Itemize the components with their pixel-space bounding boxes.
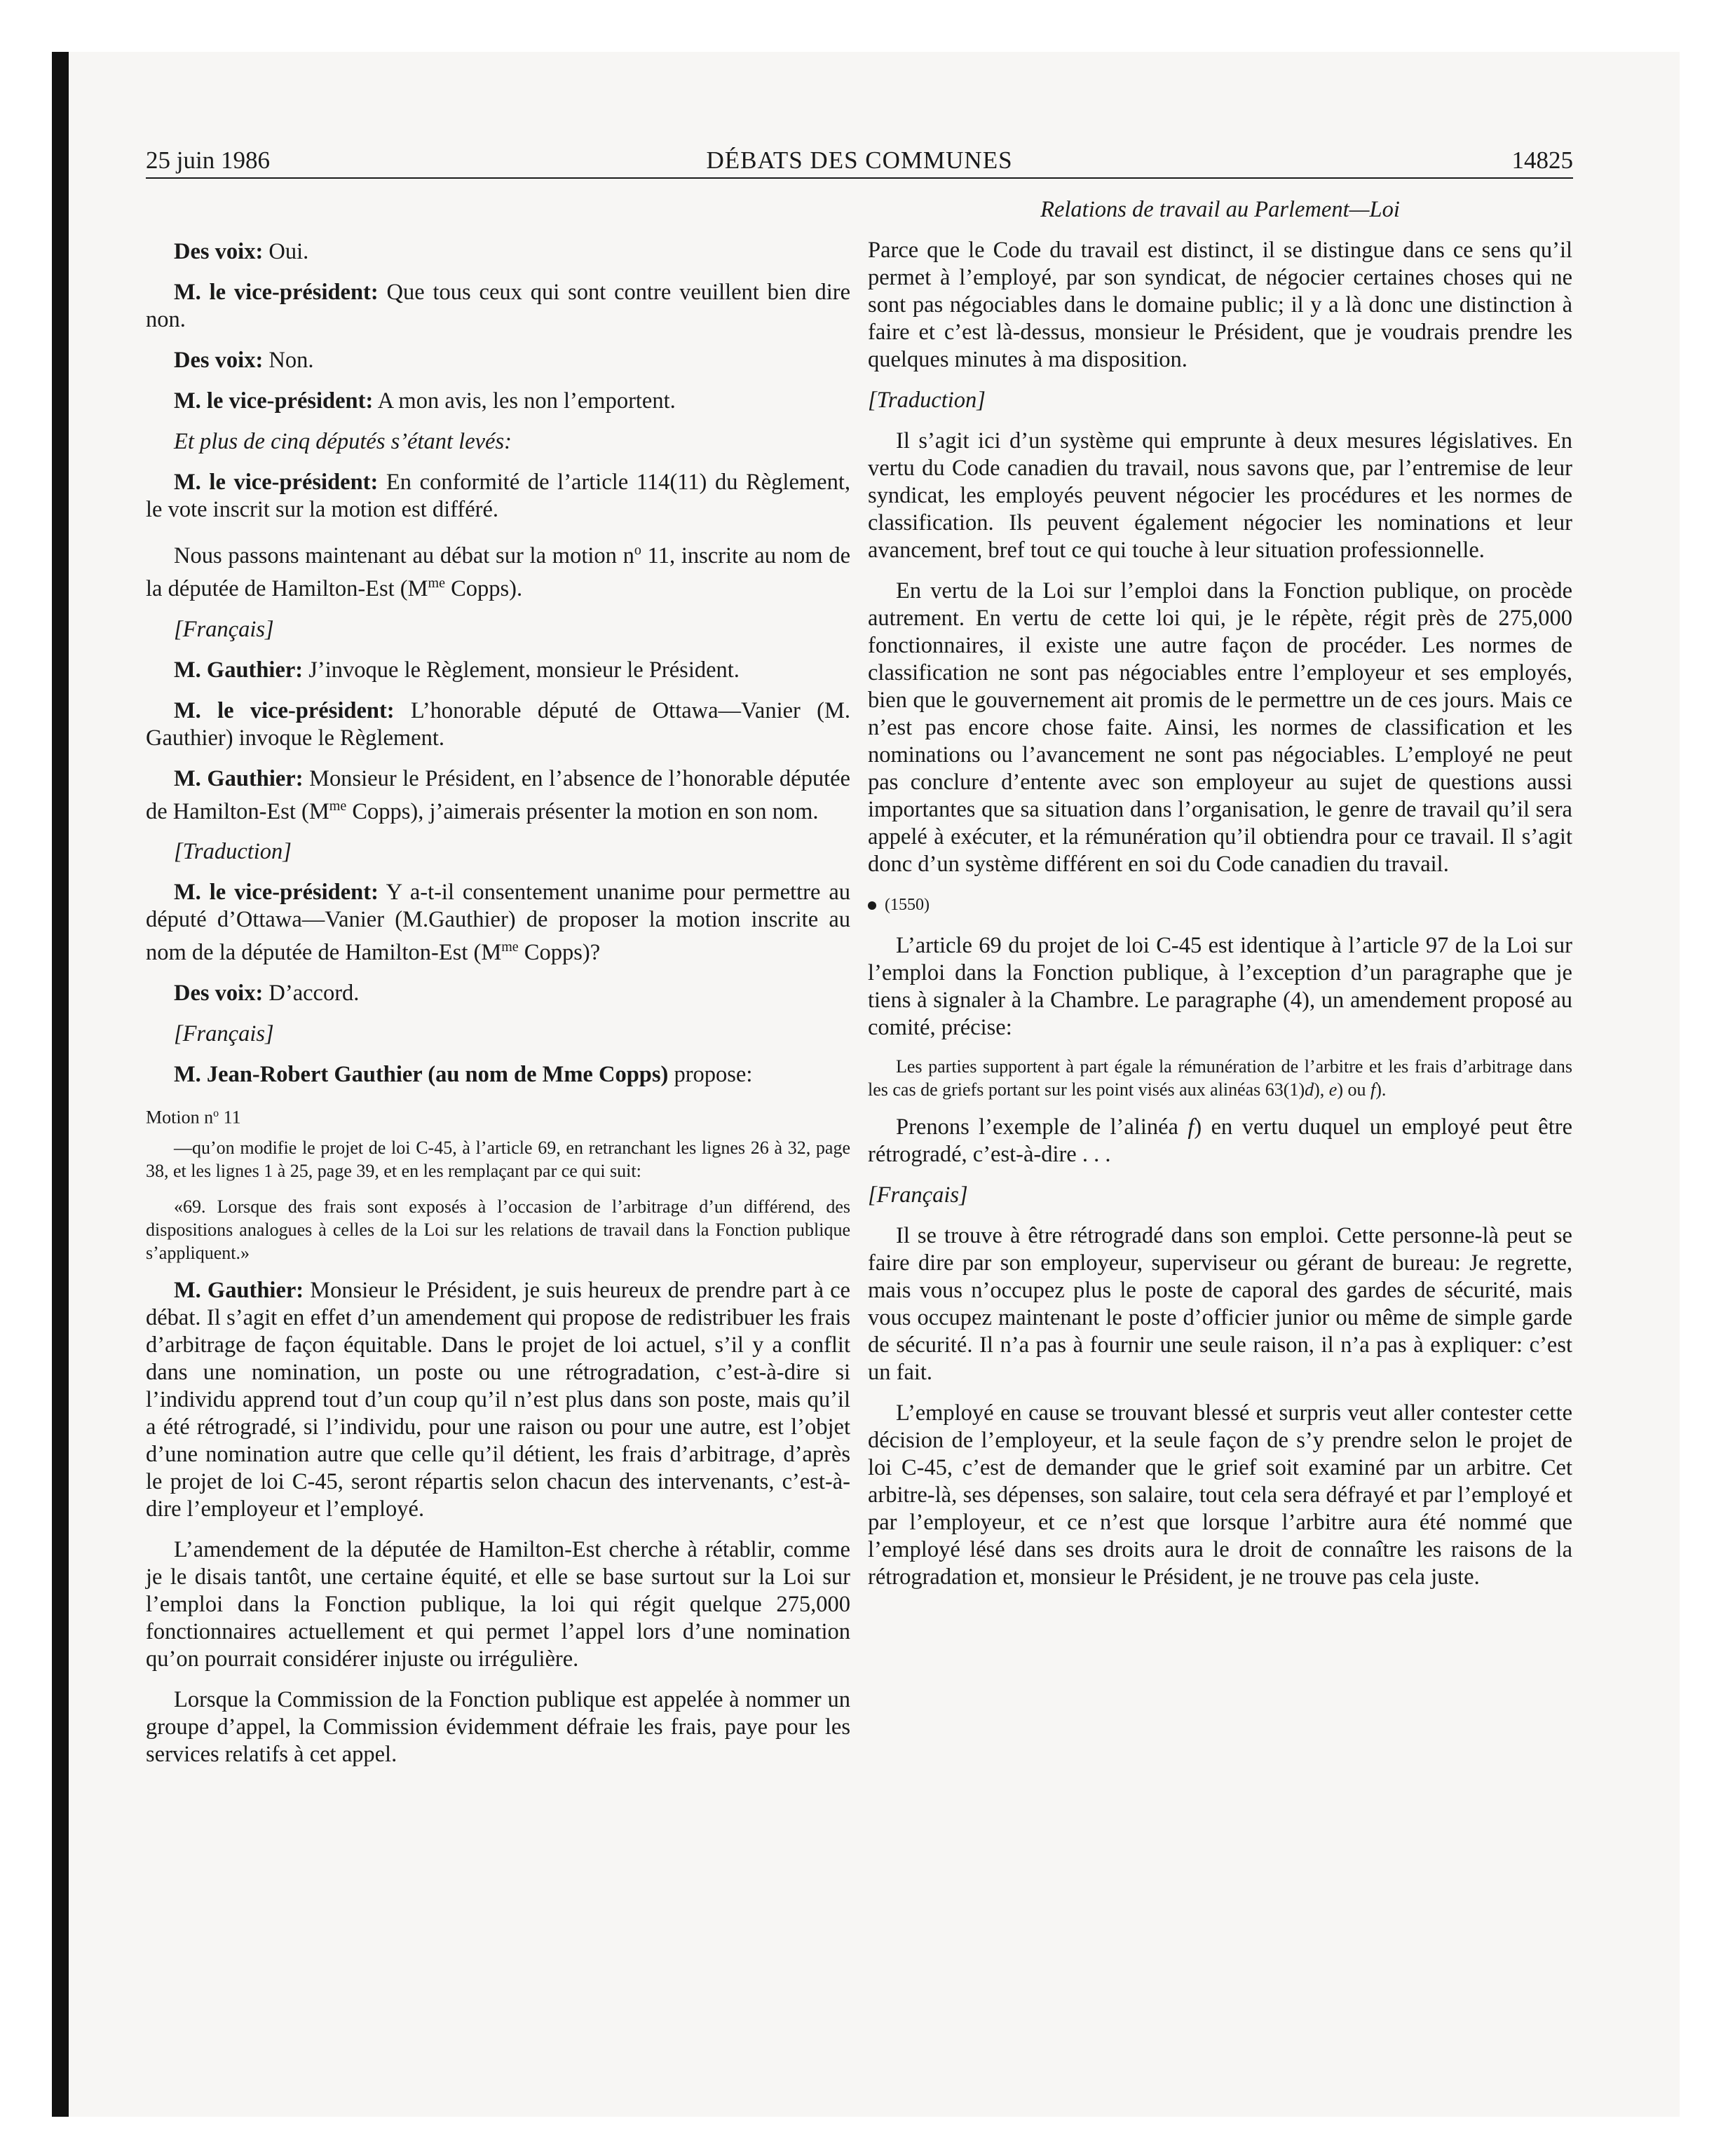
language-marker: [Traduction] — [868, 388, 986, 413]
paragraph: Des voix: Non. — [174, 348, 314, 373]
paragraph: Il se trouve à être rétrogradé dans son emploi. Cette personne-là peut se faire dire par son employeur, superviseur ou gérant de bureau: Je regrette, mais vous n’occupez plus le poste de caporal des gardes de sécurité, mais vous occupez maintenant le poste d’officier junior ou même de simple garde de sécurité. Il n’a pas à fournir une seule raison, il n’a pas à expliquer: c’est un fait. — [868, 1223, 1572, 1385]
language-marker: [Français] — [174, 1021, 274, 1047]
paragraph: Parce que le Code du travail est distinct, il se distingue dans ce sens qu’il permet à l’employé, par son syndicat, de négocier certaines choses qui ne sont pas négociables dans le domaine public; il y a là donc une distinction à faire et c’est là-dessus, monsieur le Président, que je voudrais prendre les quelques minutes à ma disposition. — [868, 238, 1572, 372]
left-column — [146, 238, 850, 1782]
paragraph: M. Jean-Robert Gauthier (au nom de Mme Copps) propose: — [174, 1062, 753, 1088]
motion-number: Motion $n^o$ 11 — [146, 1107, 241, 1128]
language-marker: [Français] — [174, 616, 274, 642]
language-marker: [Français] — [868, 1182, 968, 1208]
paragraph: Lorsque la Commission de la Fonction publique est appelée à nommer un groupe d’appel, la Commission évidemment défraie les frais, paye pour les services relatifs à cet appel. — [146, 1686, 850, 1767]
paragraph: M. le vice-président: A mon avis, les non l’emportent. — [174, 388, 676, 414]
quoted-amendment: Les parties supportent à part égale la rémunération de l’arbitre et les frais d’arbitrage dans les cas de griefs portant sur les point visés aux alinéas 63(1)d), e) ou f). — [868, 1056, 1572, 1100]
paragraph: M. le vice-président: L’honorable député de Ottawa—Vanier (M. Gauthier) invoque le Règlement. — [146, 697, 851, 751]
motion-text: —qu’on modifie le projet de loi C-45, à l’article 69, en retranchant les lignes 26 à 32, page 38, et les lignes 1 à 25, page 39, et en les remplaçant par ce qui suit: — [146, 1137, 850, 1181]
language-marker: [Traduction] — [174, 839, 292, 865]
running-head: Relations de travail au Parlement—Loi — [1040, 197, 1400, 222]
right-column — [868, 196, 1572, 1604]
header-date: 25 juin 1986 — [146, 146, 270, 174]
paragraph: Prenons l’exemple de l’alinéa f) en vertu duquel un employé peut être rétrogradé, c’est-à-dire . . . — [868, 1114, 1572, 1167]
paragraph: Il s’agit ici d’un système qui emprunte à deux mesures législatives. En vertu du Code canadien du travail, nous savons que, par l’entremise de leur syndicat, les employés peuvent négocier les procédures et les normes de classification. Ils peuvent également négocier les nominations et leur avancement, bref tout ce qui touche à leur situation professionnelle. — [868, 428, 1572, 563]
header-title: DÉBATS DES COMMUNES — [706, 146, 1013, 174]
header-page-number: 14825 — [1511, 146, 1573, 174]
paragraph: M. Gauthier: J’invoque le Règlement, monsieur le Président. — [174, 657, 740, 683]
timestamp: (1550) — [868, 892, 1572, 919]
motion-quote: «69. Lorsque des frais sont exposés à l’occasion de l’arbitrage d’un différend, des dispositions analogues à celles de la Loi sur les relations de travail dans la Fonction publique s’appliquent.» — [146, 1196, 850, 1263]
paragraph: L’amendement de la députée de Hamilton-Est cherche à rétablir, comme je le disais tantôt, une certaine équité, et elle se base surtout sur la Loi sur l’emploi dans la Fonction publique, la loi qui régit quelque 275,000 fonctionnaires actuellement et qui permet l’appel lors d’une nomination qu’on pourrait considérer injuste ou irrégulière. — [146, 1536, 850, 1672]
paragraph: Nous passons maintenant au débat sur la motion $n^o$ 11, inscrite au nom de la députée de Hamilton-Est ($M^{me}$ Copps). — [146, 543, 850, 601]
paragraph: L’employé en cause se trouvant blessé et surpris veut aller contester cette décision de l’employeur, et la seule façon de s’y prendre selon le projet de loi C-45, c’est de demander que le grief soit examiné par un arbitre. Cet arbitre-là, ses dépenses, son salaire, tout cela sera défrayé et par l’employé et par l’employeur, et ce n’est que lorsque l’arbitre aura été nommé que l’employé lésé dans ses droits aura le droit de connaître les raisons de la rétrogradation et, monsieur le Président, je ne trouve pas cela juste. — [868, 1400, 1572, 1590]
paragraph: L’article 69 du projet de loi C-45 est identique à l’article 97 de la Loi sur l’emploi dans la Fonction publique, à l’exception d’un paragraphe que je tiens à signaler à la Chambre. Le paragraphe (4), un amendement proposé au comité, précise: — [868, 933, 1572, 1040]
paragraph: M. le vice-président: En conformité de l’article 114(11) du Règlement, le vote inscrit sur la motion est différé. — [146, 470, 850, 522]
binding-edge — [52, 52, 69, 2117]
stage-direction: Et plus de cinq députés s’étant levés: — [174, 429, 512, 454]
paragraph: M. Gauthier: Monsieur le Président, en l’absence de l’honorable députée de Hamilton-Est ($M^{me}$ Copps), j’aimerais présenter la motion en son nom. — [146, 765, 850, 824]
paragraph: M. le vice-président: Y a-t-il consentement unanime pour permettre au député d’Ottawa—Vanier (M.Gauthier) de proposer la motion inscrite au nom de la députée de Hamilton-Est ($M^{me}$ Copps)? — [146, 880, 851, 966]
paragraph: Des voix: Oui. — [174, 239, 309, 264]
paragraph: M. Gauthier: Monsieur le Président, je suis heureux de prendre part à ce débat. Il s’agit en effet d’un amendement qui propose de redistribuer les frais d’arbitrage de façon équitable. Dans le projet de loi actuel, s’il y a conflit dans une nomination, un poste ou une rétrogradation, c’est-à-dire si l’individu apprend tout d’un coup qu’il n’est plus dans son poste, mais qu’il a été rétrogradé, si l’individu, pour une raison ou pour une autre, est l’objet d’une nomination autre que celle qu’il détient, les frais d’arbitrage, d’après le projet de loi C-45, seront répartis selon chacun des intervenants, c’est-à-dire l’employeur et l’employé. — [146, 1277, 850, 1522]
paragraph: M. le vice-président: Que tous ceux qui sont contre veuillent bien dire non. — [146, 280, 850, 332]
paragraph: En vertu de la Loi sur l’emploi dans la Fonction publique, on procède autrement. En vertu de cette loi qui, je le répète, régit près de 275,000 fonctionnaires, il existe une autre façon de procéder. Les normes de classification ne sont pas négociables entre l’employeur et ses employés, bien que le gouvernement ait promis de le permettre un de ces jours. Mais ce n’est pas encore chose faite. Ainsi, les normes de classification et les nominations ou l’avancement ne sont pas négociables. L’employé ne peut pas conclure d’entente avec son employeur au sujet de questions aussi importantes que sa situation dans l’organisation, le genre de travail qu’il sera appelé à exécuter, et la rémunération qu’il obtiendra pour ce travail. Il s’agit donc d’un système différent en soi du Code canadien du travail. — [868, 578, 1572, 877]
page-header — [146, 144, 1573, 179]
bullet-icon — [868, 901, 876, 910]
paragraph: Des voix: D’accord. — [174, 981, 360, 1007]
